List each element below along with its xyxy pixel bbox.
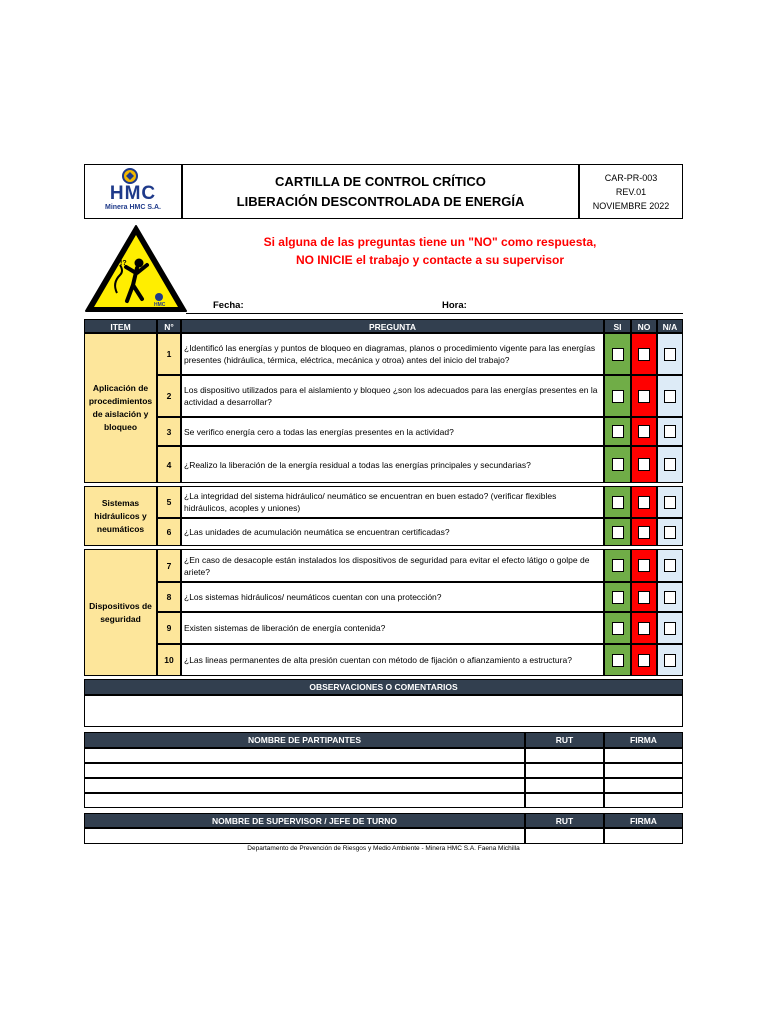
na-checkbox[interactable] <box>664 496 676 509</box>
answer-si-cell <box>604 417 631 446</box>
answer-na-cell <box>657 644 683 676</box>
logo-subtitle: Minera HMC S.A. <box>104 204 161 211</box>
question-text: ¿En caso de desacople están instalados los dispositivos de seguridad para evitar el efecto látigo o golpe de ariete? <box>181 549 604 582</box>
title-line-1: CARTILLA DE CONTROL CRÍTICO <box>275 174 486 189</box>
participant-firma-field[interactable] <box>604 793 683 808</box>
answer-no-cell <box>631 333 657 375</box>
sign-logo-text: HMC <box>154 302 166 308</box>
participant-firma-field[interactable] <box>604 748 683 763</box>
na-checkbox[interactable] <box>664 591 676 604</box>
answer-si-cell <box>604 333 631 375</box>
answer-si-cell <box>604 518 631 546</box>
fecha-label: Fecha: <box>213 300 244 311</box>
question-number: 8 <box>157 582 181 612</box>
electrical-hazard-sign-icon <box>84 223 189 315</box>
no-checkbox[interactable] <box>638 526 650 539</box>
no-checkbox[interactable] <box>638 622 650 635</box>
col-header-no: NO <box>631 319 657 333</box>
no-checkbox[interactable] <box>638 654 650 667</box>
participant-rut-field[interactable] <box>525 763 604 778</box>
question-number: 7 <box>157 549 181 582</box>
participant-name-field[interactable] <box>84 748 525 763</box>
title-line-2: LIBERACIÓN DESCONTROLADA DE ENERGÍA <box>236 194 525 209</box>
document-code-block <box>579 164 683 219</box>
group-label: Dispositivos de seguridad <box>84 549 157 676</box>
answer-no-cell <box>631 486 657 518</box>
answer-no-cell <box>631 582 657 612</box>
answer-no-cell <box>631 644 657 676</box>
warning-line-2: NO INICIE el trabajo y contacte a su supervisor <box>295 253 565 267</box>
question-number: 5 <box>157 486 181 518</box>
participant-name-field[interactable] <box>84 778 525 793</box>
observaciones-field[interactable] <box>84 695 683 727</box>
answer-si-cell <box>604 612 631 644</box>
question-number: 6 <box>157 518 181 546</box>
col-header-si: SI <box>604 319 631 333</box>
document-code: CAR-PR-003 <box>604 173 658 183</box>
si-checkbox[interactable] <box>612 348 624 361</box>
na-checkbox[interactable] <box>664 526 676 539</box>
si-checkbox[interactable] <box>612 526 624 539</box>
col-header-na: N/A <box>657 319 683 333</box>
answer-si-cell <box>604 375 631 417</box>
col-header-num: N° <box>157 319 181 333</box>
no-checkbox[interactable] <box>638 591 650 604</box>
question-number: 9 <box>157 612 181 644</box>
question-number: 1 <box>157 333 181 375</box>
answer-si-cell <box>604 644 631 676</box>
answer-si-cell <box>604 446 631 483</box>
na-checkbox[interactable] <box>664 654 676 667</box>
answer-si-cell <box>604 582 631 612</box>
na-checkbox[interactable] <box>664 559 676 572</box>
answer-no-cell <box>631 375 657 417</box>
document-title <box>182 164 579 219</box>
logo-text: HMC <box>109 183 157 204</box>
no-checkbox[interactable] <box>638 559 650 572</box>
warning-line-1: Si alguna de las preguntas tiene un "NO" como respuesta, <box>263 235 597 249</box>
group-label: Aplicación de procedimientos de aislación y bloqueo <box>84 333 157 483</box>
participant-rut-field[interactable] <box>525 793 604 808</box>
question-text: Los dispositivo utilizados para el aislamiento y bloqueo ¿son los adecuados para las energías presentes en la actividad a desarrollar? <box>181 375 604 417</box>
warning-message <box>200 233 660 269</box>
answer-na-cell <box>657 375 683 417</box>
answer-na-cell <box>657 582 683 612</box>
na-checkbox[interactable] <box>664 348 676 361</box>
participant-name-field[interactable] <box>84 763 525 778</box>
question-text: ¿Realizo la liberación de la energía residual a todas las energías principales y secundarias? <box>181 446 604 483</box>
si-checkbox[interactable] <box>612 390 624 403</box>
col-header-pregunta: PREGUNTA <box>181 319 604 333</box>
observaciones-header: OBSERVACIONES O COMENTARIOS <box>84 679 683 695</box>
answer-na-cell <box>657 333 683 375</box>
answer-si-cell <box>604 486 631 518</box>
document-revision: REV.01 <box>615 187 647 197</box>
answer-no-cell <box>631 518 657 546</box>
participantes-name-header: NOMBRE DE PARTIPANTES <box>84 732 525 748</box>
hora-label: Hora: <box>442 300 467 311</box>
company-logo <box>84 164 182 219</box>
si-checkbox[interactable] <box>612 458 624 471</box>
supervisor-rut-header: RUT <box>525 813 604 828</box>
footer-text: Departamento de Prevención de Riesgos y Medio Ambiente - Minera HMC S.A. Faena Michilla <box>247 845 520 852</box>
participantes-firma-header: FIRMA <box>604 732 683 748</box>
question-text: ¿Las unidades de acumulación neumática se encuentran certificadas? <box>181 518 604 546</box>
question-text: ¿Identificó las energías y puntos de bloqueo en diagramas, planos o procedimiento vigente para las energías presentes (hidráulica, térmica, eléctrica, mecánica y otroa) antes del inicio del trabajo? <box>181 333 604 375</box>
si-checkbox[interactable] <box>612 654 624 667</box>
group-label: Sistemas hidráulicos y neumáticos <box>84 486 157 546</box>
participant-firma-field[interactable] <box>604 763 683 778</box>
supervisor-firma-field[interactable] <box>604 828 683 844</box>
question-text: ¿Los sistemas hidráulicos/ neumáticos cuentan con una protección? <box>181 582 604 612</box>
question-text: Existen sistemas de liberación de energía contenida? <box>181 612 604 644</box>
na-checkbox[interactable] <box>664 390 676 403</box>
na-checkbox[interactable] <box>664 425 676 438</box>
svg-text:!?: !? <box>120 260 127 267</box>
no-checkbox[interactable] <box>638 425 650 438</box>
answer-si-cell <box>604 549 631 582</box>
col-header-item: ITEM <box>84 319 157 333</box>
no-checkbox[interactable] <box>638 458 650 471</box>
date-time-line <box>186 313 683 314</box>
na-checkbox[interactable] <box>664 622 676 635</box>
participant-firma-field[interactable] <box>604 778 683 793</box>
participant-name-field[interactable] <box>84 793 525 808</box>
answer-na-cell <box>657 518 683 546</box>
answer-no-cell <box>631 417 657 446</box>
answer-no-cell <box>631 612 657 644</box>
answer-na-cell <box>657 486 683 518</box>
no-checkbox[interactable] <box>638 496 650 509</box>
question-text: ¿Las lineas permanentes de alta presión cuentan con método de fijación o afianzamiento a estructura? <box>181 644 604 676</box>
answer-na-cell <box>657 612 683 644</box>
question-number: 10 <box>157 644 181 676</box>
si-checkbox[interactable] <box>612 622 624 635</box>
answer-na-cell <box>657 446 683 483</box>
question-number: 2 <box>157 375 181 417</box>
si-checkbox[interactable] <box>612 425 624 438</box>
answer-no-cell <box>631 446 657 483</box>
si-checkbox[interactable] <box>612 496 624 509</box>
si-checkbox[interactable] <box>612 559 624 572</box>
answer-no-cell <box>631 549 657 582</box>
question-text: Se verifico energía cero a todas las energías presentes en la actividad? <box>181 417 604 446</box>
no-checkbox[interactable] <box>638 348 650 361</box>
na-checkbox[interactable] <box>664 458 676 471</box>
supervisor-name-field[interactable] <box>84 828 525 844</box>
question-number: 4 <box>157 446 181 483</box>
participant-rut-field[interactable] <box>525 748 604 763</box>
answer-na-cell <box>657 417 683 446</box>
supervisor-name-header: NOMBRE DE SUPERVISOR / JEFE DE TURNO <box>84 813 525 828</box>
question-text: ¿La integridad del sistema hidráulico/ neumático se encuentran en buen estado? (verificar flexibles hidráulicos, acoples y uniones) <box>181 486 604 518</box>
no-checkbox[interactable] <box>638 390 650 403</box>
answer-na-cell <box>657 549 683 582</box>
document-date: NOVIEMBRE 2022 <box>592 201 670 211</box>
participant-rut-field[interactable] <box>525 778 604 793</box>
supervisor-firma-header: FIRMA <box>604 813 683 828</box>
si-checkbox[interactable] <box>612 591 624 604</box>
question-number: 3 <box>157 417 181 446</box>
participantes-rut-header: RUT <box>525 732 604 748</box>
supervisor-rut-field[interactable] <box>525 828 604 844</box>
